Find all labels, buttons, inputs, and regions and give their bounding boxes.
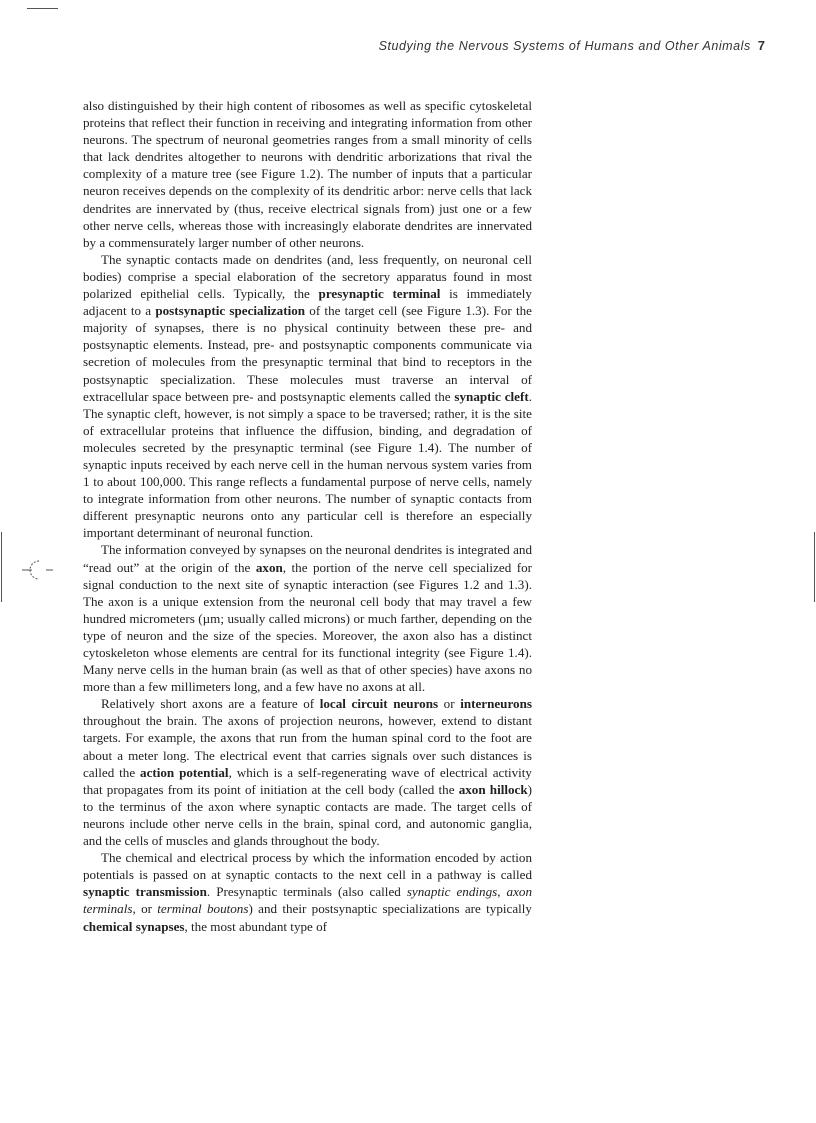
italic-term: axon terminals, [83, 884, 532, 917]
key-term: chemical synapses [83, 918, 185, 934]
text-run: ) to the terminus of the axon where synaptic contacts are made. The target cells of neurons include other nerve cells in the brain, spinal cord, and autonomic ganglia, and the cells of muscles and glands throughout the body. [83, 781, 532, 849]
key-term: synaptic cleft [454, 388, 529, 404]
paragraph [83, 695, 532, 849]
key-term: presynaptic terminal [318, 286, 441, 302]
text-run: , the portion of the nerve cell specialized for signal conduction to the next site of synaptic interaction (see Figures 1.2 and 1.3). The axon is a unique extension from the neuronal cell body that may travel a few hundred micrometers (µm; usually called microns) or much farther, depending on the type of neuron and the size of the species. Moreover, the axon also has a distinct cytoskeleton whose elements are central for its functional integrity (see Figure 1.4). Many nerve cells in the human brain (as well as that of other species) have axons no more than a few millimeters long, and a few have no axons at all. [83, 559, 532, 695]
text-run: The synaptic contacts made on dendrites (and, less frequently, on neuronal cell bodies) comprise a special elaboration of the secretory apparatus found in most polarized epithelial cells. Typically, the [83, 251, 532, 302]
paragraph [83, 541, 532, 695]
text-run: , which is a self-regenerating wave of electrical activity that propagates from its point of initiation at the cell body (called the [83, 764, 532, 797]
body-text [83, 97, 532, 935]
paragraph [83, 849, 532, 934]
text-run: of the target cell (see Figure 1.3). For the majority of synapses, there is no physical continuity between these pre- and postsynaptic elements. Instead, pre- and postsynaptic components communicate via secretion of molecules from the presynaptic terminal that bind to receptors in the postsynaptic specialization. These molecules must traverse an interval of extracellular space between pre- and postsynaptic elements called the [83, 303, 532, 404]
key-term: interneurons [460, 696, 532, 712]
key-term: axon [255, 559, 283, 575]
key-term: action potential [140, 764, 229, 780]
page-number: 7 [757, 38, 765, 53]
key-term: postsynaptic specialization [155, 303, 306, 319]
text-run: The chemical and electrical process by which the information encoded by action potentials is passed on at synaptic contacts to the next cell in a pathway is called [83, 850, 532, 883]
paragraph [83, 251, 532, 542]
crop-mark-left [1, 532, 2, 602]
crop-mark-top [27, 8, 58, 9]
running-head-title: Studying the Nervous Systems of Humans and Other Animals [378, 39, 751, 53]
running-head [379, 38, 765, 53]
text-run: . Presynaptic terminals (also called [206, 884, 407, 900]
text-run: or [135, 901, 158, 917]
text-run: , the most abundant type of [184, 918, 328, 934]
italic-term: synaptic endings [406, 884, 498, 900]
text-run: The information conveyed by synapses on the neuronal dendrites is integrated and “read out” at the origin of the [83, 542, 532, 575]
key-term: local circuit neurons [319, 696, 439, 712]
text-run: , [497, 884, 507, 900]
text-run: Relatively short axons are a feature of [101, 696, 320, 712]
text-run: throughout the brain. The axons of projection neurons, however, extend to distant targets. For example, the axons that run from the human spinal cord to the foot are about a meter long. The electrical event that carries signals over such distances is called the [83, 713, 532, 780]
registration-mark-icon [22, 558, 58, 582]
text-run: . The synaptic cleft, however, is not simply a space to be traversed; rather, it is the site of extracellular proteins that influence the diffusion, binding, and degradation of molecules secreted by the presynaptic terminal (see Figure 1.4). The number of synaptic inputs received by each nerve cell in the human nervous system varies from 1 to about 100,000. This range reflects a fundamental purpose of nerve cells, namely to integrate information from other neurons. The number of synaptic contacts from different presynaptic neurons onto any particular cell is therefore an especially important determinant of neuronal function. [83, 388, 532, 541]
key-term: axon hillock [458, 781, 528, 797]
text-run: ) and their postsynaptic specializations are typically [248, 901, 532, 917]
italic-term: terminal boutons [157, 901, 249, 917]
crop-mark-right [814, 532, 815, 602]
paragraph [83, 97, 532, 251]
text-run: also distinguished by their high content of ribosomes as well as specific cytoskeletal proteins that reflect their function in receiving and integrating information from other neurons. The spectrum of neuronal geometries ranges from a small minority of cells that lack dendrites altogether to neurons with dendritic arborizations that rival the complexity of a mature tree (see Figure 1.2). The number of inputs that a particular neuron receives depends on the complexity of its dendritic arbor: nerve cells that lack dendrites are innervated by (thus, receive electrical signals from) just one or a few other nerve cells, whereas those with increasingly elaborate dendrites are innervated by a commensurately larger number of other neurons. [83, 98, 532, 250]
text-run: or [438, 696, 461, 712]
text-run: is immediately adjacent to a [83, 286, 532, 319]
key-term: synaptic transmission [83, 884, 207, 900]
